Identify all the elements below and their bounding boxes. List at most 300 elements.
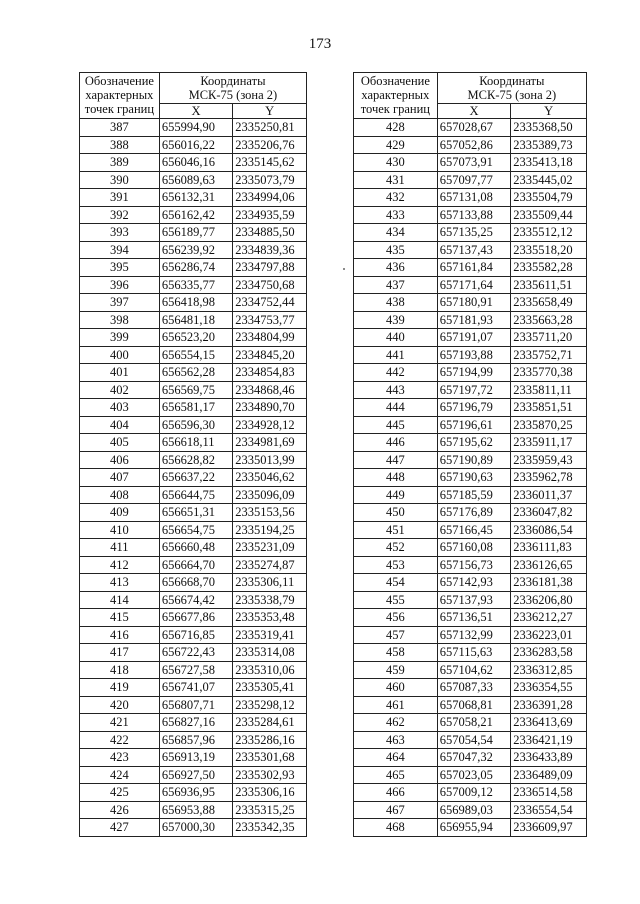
point-number-cell: 446 [354, 434, 438, 452]
y-coordinate-cell: 2335274,87 [233, 556, 307, 574]
x-column-header: X [159, 104, 232, 119]
x-coordinate-cell: 657115,63 [437, 644, 511, 662]
y-coordinate-cell: 2335306,16 [233, 784, 307, 802]
y-coordinate-cell: 2335286,16 [233, 731, 307, 749]
x-coordinate-cell: 657166,45 [437, 521, 511, 539]
y-coordinate-cell: 2335302,93 [233, 766, 307, 784]
table-row [80, 626, 307, 644]
x-coordinate-cell: 655994,90 [159, 119, 232, 137]
table-row [80, 696, 307, 714]
table-row [354, 416, 587, 434]
point-number-cell: 442 [354, 364, 438, 382]
point-number-cell: 451 [354, 521, 438, 539]
point-number-cell: 413 [80, 574, 160, 592]
table-row [354, 521, 587, 539]
point-number-cell: 467 [354, 801, 438, 819]
x-coordinate-cell: 657097,77 [437, 171, 511, 189]
point-number-cell: 441 [354, 346, 438, 364]
x-coordinate-cell: 656664,70 [159, 556, 232, 574]
y-coordinate-cell: 2335512,12 [511, 224, 587, 242]
point-label-line3: точек границ [360, 102, 430, 116]
y-coordinate-cell: 2335096,09 [233, 486, 307, 504]
table-row [80, 609, 307, 627]
x-coordinate-cell: 657068,81 [437, 696, 511, 714]
x-coordinate-cell: 657180,91 [437, 294, 511, 312]
y-coordinate-cell: 2334753,77 [233, 311, 307, 329]
x-coordinate-cell: 657191,07 [437, 329, 511, 347]
point-number-cell: 439 [354, 311, 438, 329]
y-coordinate-cell: 2336206,80 [511, 591, 587, 609]
point-number-cell: 388 [80, 136, 160, 154]
table-row [80, 574, 307, 592]
y-coordinate-cell: 2335811,11 [511, 381, 587, 399]
x-coordinate-cell: 656651,31 [159, 504, 232, 522]
x-coordinate-cell: 657052,86 [437, 136, 511, 154]
x-coordinate-cell: 657185,59 [437, 486, 511, 504]
x-coordinate-cell: 657133,88 [437, 206, 511, 224]
table-row [80, 381, 307, 399]
table-row [80, 749, 307, 767]
point-number-cell: 462 [354, 714, 438, 732]
point-number-cell: 437 [354, 276, 438, 294]
point-number-cell: 418 [80, 661, 160, 679]
point-number-cell: 445 [354, 416, 438, 434]
point-number-cell: 412 [80, 556, 160, 574]
x-coordinate-cell: 657137,93 [437, 591, 511, 609]
point-number-cell: 455 [354, 591, 438, 609]
y-coordinate-cell: 2334885,50 [233, 224, 307, 242]
y-coordinate-cell: 2335073,79 [233, 171, 307, 189]
x-coordinate-cell: 656569,75 [159, 381, 232, 399]
x-coordinate-cell: 657171,64 [437, 276, 511, 294]
y-coordinate-cell: 2334750,68 [233, 276, 307, 294]
table-row [80, 504, 307, 522]
table-row [80, 364, 307, 382]
point-number-cell: 429 [354, 136, 438, 154]
point-number-cell: 390 [80, 171, 160, 189]
point-label-line2: характерных [85, 88, 154, 102]
point-number-cell: 425 [80, 784, 160, 802]
table-body-left [80, 119, 307, 837]
table-row [80, 329, 307, 347]
table-row [354, 661, 587, 679]
point-number-cell: 440 [354, 329, 438, 347]
x-column-header: X [437, 104, 511, 119]
coords-line1: Координаты [479, 74, 545, 88]
y-coordinate-cell: 2335013,99 [233, 451, 307, 469]
table-row [354, 119, 587, 137]
y-coordinate-cell: 2334797,88 [233, 259, 307, 277]
x-coordinate-cell: 657073,91 [437, 154, 511, 172]
y-coordinate-cell: 2335284,61 [233, 714, 307, 732]
table-row [80, 784, 307, 802]
table-row [354, 469, 587, 487]
y-coordinate-cell: 2335194,25 [233, 521, 307, 539]
point-number-cell: 435 [354, 241, 438, 259]
table-row [80, 399, 307, 417]
point-number-cell: 409 [80, 504, 160, 522]
y-coordinate-cell: 2335310,06 [233, 661, 307, 679]
x-coordinate-cell: 656936,95 [159, 784, 232, 802]
x-coordinate-cell: 657135,25 [437, 224, 511, 242]
x-coordinate-cell: 656562,28 [159, 364, 232, 382]
table-row [80, 434, 307, 452]
coords-line2: МСК-75 (зона 2) [467, 88, 557, 102]
point-number-cell: 426 [80, 801, 160, 819]
point-number-cell: 468 [354, 819, 438, 837]
y-coordinate-cell: 2335305,41 [233, 679, 307, 697]
x-coordinate-cell: 656046,16 [159, 154, 232, 172]
table-row [354, 224, 587, 242]
coordinates-header [159, 73, 306, 104]
table-row [354, 784, 587, 802]
y-coordinate-cell: 2335206,76 [233, 136, 307, 154]
point-number-cell: 430 [354, 154, 438, 172]
x-coordinate-cell: 656807,71 [159, 696, 232, 714]
table-row [80, 556, 307, 574]
coords-line2: МСК-75 (зона 2) [188, 88, 278, 102]
table-row [354, 626, 587, 644]
y-column-header: Y [233, 104, 307, 119]
point-number-cell: 392 [80, 206, 160, 224]
x-coordinate-cell: 657176,89 [437, 504, 511, 522]
point-number-cell: 415 [80, 609, 160, 627]
table-row [80, 661, 307, 679]
table-row [354, 241, 587, 259]
table-row [354, 766, 587, 784]
table-row [80, 136, 307, 154]
table-row [354, 329, 587, 347]
point-number-cell: 395 [80, 259, 160, 277]
table-row [80, 294, 307, 312]
point-number-cell: 396 [80, 276, 160, 294]
point-number-cell: 423 [80, 749, 160, 767]
x-coordinate-cell: 657195,62 [437, 434, 511, 452]
x-coordinate-cell: 656955,94 [437, 819, 511, 837]
y-coordinate-cell: 2335250,81 [233, 119, 307, 137]
point-number-cell: 406 [80, 451, 160, 469]
point-number-cell: 436 [354, 259, 438, 277]
y-coordinate-cell: 2335389,73 [511, 136, 587, 154]
x-coordinate-cell: 656727,58 [159, 661, 232, 679]
x-coordinate-cell: 657194,99 [437, 364, 511, 382]
point-number-cell: 452 [354, 539, 438, 557]
table-row [354, 294, 587, 312]
y-coordinate-cell: 2336011,37 [511, 486, 587, 504]
y-coordinate-cell: 2335342,35 [233, 819, 307, 837]
y-coordinate-cell: 2334854,83 [233, 364, 307, 382]
x-coordinate-cell: 657000,30 [159, 819, 232, 837]
table-row [80, 224, 307, 242]
point-number-cell: 389 [80, 154, 160, 172]
point-number-cell: 428 [354, 119, 438, 137]
point-number-cell: 424 [80, 766, 160, 784]
y-coordinate-cell: 2335298,12 [233, 696, 307, 714]
y-coordinate-cell: 2335413,18 [511, 154, 587, 172]
table-row [80, 539, 307, 557]
point-number-cell: 453 [354, 556, 438, 574]
scan-speck [343, 268, 345, 270]
point-number-cell: 401 [80, 364, 160, 382]
y-coordinate-cell: 2336421,19 [511, 731, 587, 749]
y-coordinate-cell: 2336181,38 [511, 574, 587, 592]
coords-line1: Координаты [200, 74, 266, 88]
y-coordinate-cell: 2336126,65 [511, 556, 587, 574]
x-coordinate-cell: 657087,33 [437, 679, 511, 697]
x-coordinate-cell: 657181,93 [437, 311, 511, 329]
table-row [354, 154, 587, 172]
y-coordinate-cell: 2335911,17 [511, 434, 587, 452]
table-row [354, 434, 587, 452]
table-row [80, 119, 307, 137]
point-number-cell: 405 [80, 434, 160, 452]
y-coordinate-cell: 2336514,58 [511, 784, 587, 802]
y-coordinate-cell: 2334839,36 [233, 241, 307, 259]
point-number-cell: 433 [354, 206, 438, 224]
table-row [354, 696, 587, 714]
y-coordinate-cell: 2336433,89 [511, 749, 587, 767]
x-coordinate-cell: 656654,75 [159, 521, 232, 539]
x-coordinate-cell: 656953,88 [159, 801, 232, 819]
y-coordinate-cell: 2334804,99 [233, 329, 307, 347]
point-number-cell: 460 [354, 679, 438, 697]
x-coordinate-cell: 656660,48 [159, 539, 232, 557]
table-row [80, 259, 307, 277]
table-row [354, 714, 587, 732]
table-row [80, 766, 307, 784]
y-coordinate-cell: 2335582,28 [511, 259, 587, 277]
table-row [354, 819, 587, 837]
table-row [80, 521, 307, 539]
y-coordinate-cell: 2335509,44 [511, 206, 587, 224]
point-number-cell: 450 [354, 504, 438, 522]
point-number-cell: 444 [354, 399, 438, 417]
point-label-line2: характерных [361, 88, 430, 102]
x-coordinate-cell: 656618,11 [159, 434, 232, 452]
y-coordinate-cell: 2335752,71 [511, 346, 587, 364]
point-label-line3: точек границ [84, 102, 155, 116]
y-coordinate-cell: 2336086,54 [511, 521, 587, 539]
x-coordinate-cell: 656722,43 [159, 644, 232, 662]
y-coordinate-cell: 2335338,79 [233, 591, 307, 609]
y-coordinate-cell: 2335870,25 [511, 416, 587, 434]
y-coordinate-cell: 2334994,06 [233, 189, 307, 207]
table-row [80, 731, 307, 749]
x-coordinate-cell: 657190,63 [437, 469, 511, 487]
y-coordinate-cell: 2335504,79 [511, 189, 587, 207]
coordinates-table-right [353, 72, 587, 837]
table-row [354, 486, 587, 504]
table-body-right [354, 119, 587, 837]
coordinates-table-left [79, 72, 307, 837]
point-number-cell: 448 [354, 469, 438, 487]
x-coordinate-cell: 656989,03 [437, 801, 511, 819]
x-coordinate-cell: 656741,07 [159, 679, 232, 697]
point-number-cell: 457 [354, 626, 438, 644]
y-coordinate-cell: 2334752,44 [233, 294, 307, 312]
x-coordinate-cell: 656827,16 [159, 714, 232, 732]
x-coordinate-cell: 656335,77 [159, 276, 232, 294]
x-coordinate-cell: 656674,42 [159, 591, 232, 609]
y-coordinate-cell: 2335518,20 [511, 241, 587, 259]
y-coordinate-cell: 2334935,59 [233, 206, 307, 224]
y-coordinate-cell: 2335959,43 [511, 451, 587, 469]
x-coordinate-cell: 657137,43 [437, 241, 511, 259]
coordinates-header [437, 73, 586, 104]
point-label-line1: Обозначение [360, 74, 430, 88]
table-row [354, 364, 587, 382]
y-coordinate-cell: 2335368,50 [511, 119, 587, 137]
y-coordinate-cell: 2336413,69 [511, 714, 587, 732]
y-coordinate-cell: 2335319,41 [233, 626, 307, 644]
page-number: 173 [308, 36, 332, 52]
x-coordinate-cell: 656596,30 [159, 416, 232, 434]
table-row [80, 644, 307, 662]
y-coordinate-cell: 2336312,85 [511, 661, 587, 679]
point-number-cell: 427 [80, 819, 160, 837]
table-row [354, 504, 587, 522]
x-coordinate-cell: 656927,50 [159, 766, 232, 784]
point-number-cell: 404 [80, 416, 160, 434]
y-coordinate-cell: 2334928,12 [233, 416, 307, 434]
table-row [354, 381, 587, 399]
point-number-cell: 447 [354, 451, 438, 469]
table-row [354, 171, 587, 189]
x-coordinate-cell: 656581,17 [159, 399, 232, 417]
point-number-cell: 461 [354, 696, 438, 714]
table-row [354, 801, 587, 819]
x-coordinate-cell: 656132,31 [159, 189, 232, 207]
x-coordinate-cell: 657161,84 [437, 259, 511, 277]
point-designation-header [354, 73, 438, 119]
point-number-cell: 399 [80, 329, 160, 347]
table-row [354, 206, 587, 224]
point-number-cell: 393 [80, 224, 160, 242]
table-row [80, 171, 307, 189]
point-number-cell: 407 [80, 469, 160, 487]
y-coordinate-cell: 2336391,28 [511, 696, 587, 714]
point-number-cell: 458 [354, 644, 438, 662]
x-coordinate-cell: 656418,98 [159, 294, 232, 312]
y-coordinate-cell: 2335711,20 [511, 329, 587, 347]
table-row [80, 206, 307, 224]
x-coordinate-cell: 657136,51 [437, 609, 511, 627]
table-row [354, 276, 587, 294]
x-coordinate-cell: 657009,12 [437, 784, 511, 802]
table-row [80, 451, 307, 469]
point-number-cell: 432 [354, 189, 438, 207]
y-coordinate-cell: 2335315,25 [233, 801, 307, 819]
x-coordinate-cell: 656857,96 [159, 731, 232, 749]
x-coordinate-cell: 656628,82 [159, 451, 232, 469]
table-row [354, 574, 587, 592]
point-number-cell: 421 [80, 714, 160, 732]
point-number-cell: 408 [80, 486, 160, 504]
point-number-cell: 463 [354, 731, 438, 749]
x-coordinate-cell: 657058,21 [437, 714, 511, 732]
x-coordinate-cell: 656162,42 [159, 206, 232, 224]
x-coordinate-cell: 656016,22 [159, 136, 232, 154]
y-coordinate-cell: 2336223,01 [511, 626, 587, 644]
point-number-cell: 410 [80, 521, 160, 539]
table-row [354, 399, 587, 417]
table-row [354, 749, 587, 767]
table-row [80, 591, 307, 609]
table-row [80, 469, 307, 487]
x-coordinate-cell: 656523,20 [159, 329, 232, 347]
table-row [80, 189, 307, 207]
x-coordinate-cell: 657190,89 [437, 451, 511, 469]
x-coordinate-cell: 657028,67 [437, 119, 511, 137]
x-coordinate-cell: 657142,93 [437, 574, 511, 592]
point-number-cell: 465 [354, 766, 438, 784]
y-coordinate-cell: 2336554,54 [511, 801, 587, 819]
x-coordinate-cell: 657132,99 [437, 626, 511, 644]
y-coordinate-cell: 2335153,56 [233, 504, 307, 522]
point-number-cell: 456 [354, 609, 438, 627]
table-row [354, 556, 587, 574]
table-row [354, 136, 587, 154]
x-coordinate-cell: 657196,61 [437, 416, 511, 434]
point-number-cell: 400 [80, 346, 160, 364]
point-number-cell: 397 [80, 294, 160, 312]
point-number-cell: 394 [80, 241, 160, 259]
x-coordinate-cell: 656716,85 [159, 626, 232, 644]
y-coordinate-cell: 2334845,20 [233, 346, 307, 364]
table-row [80, 241, 307, 259]
y-coordinate-cell: 2334981,69 [233, 434, 307, 452]
point-designation-header [80, 73, 160, 119]
table-row [354, 259, 587, 277]
table-row [354, 189, 587, 207]
y-coordinate-cell: 2335314,08 [233, 644, 307, 662]
x-coordinate-cell: 656189,77 [159, 224, 232, 242]
x-coordinate-cell: 657160,08 [437, 539, 511, 557]
x-coordinate-cell: 656644,75 [159, 486, 232, 504]
table-row [80, 416, 307, 434]
x-coordinate-cell: 657054,54 [437, 731, 511, 749]
table-row [80, 679, 307, 697]
table-row [80, 311, 307, 329]
x-coordinate-cell: 657104,62 [437, 661, 511, 679]
y-coordinate-cell: 2336489,09 [511, 766, 587, 784]
y-coordinate-cell: 2335046,62 [233, 469, 307, 487]
y-coordinate-cell: 2335851,51 [511, 399, 587, 417]
table-row [80, 346, 307, 364]
point-number-cell: 391 [80, 189, 160, 207]
table-row [80, 486, 307, 504]
x-coordinate-cell: 656286,74 [159, 259, 232, 277]
y-coordinate-cell: 2336212,27 [511, 609, 587, 627]
y-coordinate-cell: 2335445,02 [511, 171, 587, 189]
y-coordinate-cell: 2334890,70 [233, 399, 307, 417]
y-coordinate-cell: 2336354,55 [511, 679, 587, 697]
table-row [80, 819, 307, 837]
y-coordinate-cell: 2334868,46 [233, 381, 307, 399]
table-row [80, 714, 307, 732]
point-number-cell: 449 [354, 486, 438, 504]
y-coordinate-cell: 2335962,78 [511, 469, 587, 487]
x-coordinate-cell: 657196,79 [437, 399, 511, 417]
point-number-cell: 422 [80, 731, 160, 749]
y-coordinate-cell: 2335145,62 [233, 154, 307, 172]
point-number-cell: 403 [80, 399, 160, 417]
table-row [80, 154, 307, 172]
x-coordinate-cell: 656089,63 [159, 171, 232, 189]
table-row [80, 276, 307, 294]
table-row [354, 591, 587, 609]
y-coordinate-cell: 2336111,83 [511, 539, 587, 557]
